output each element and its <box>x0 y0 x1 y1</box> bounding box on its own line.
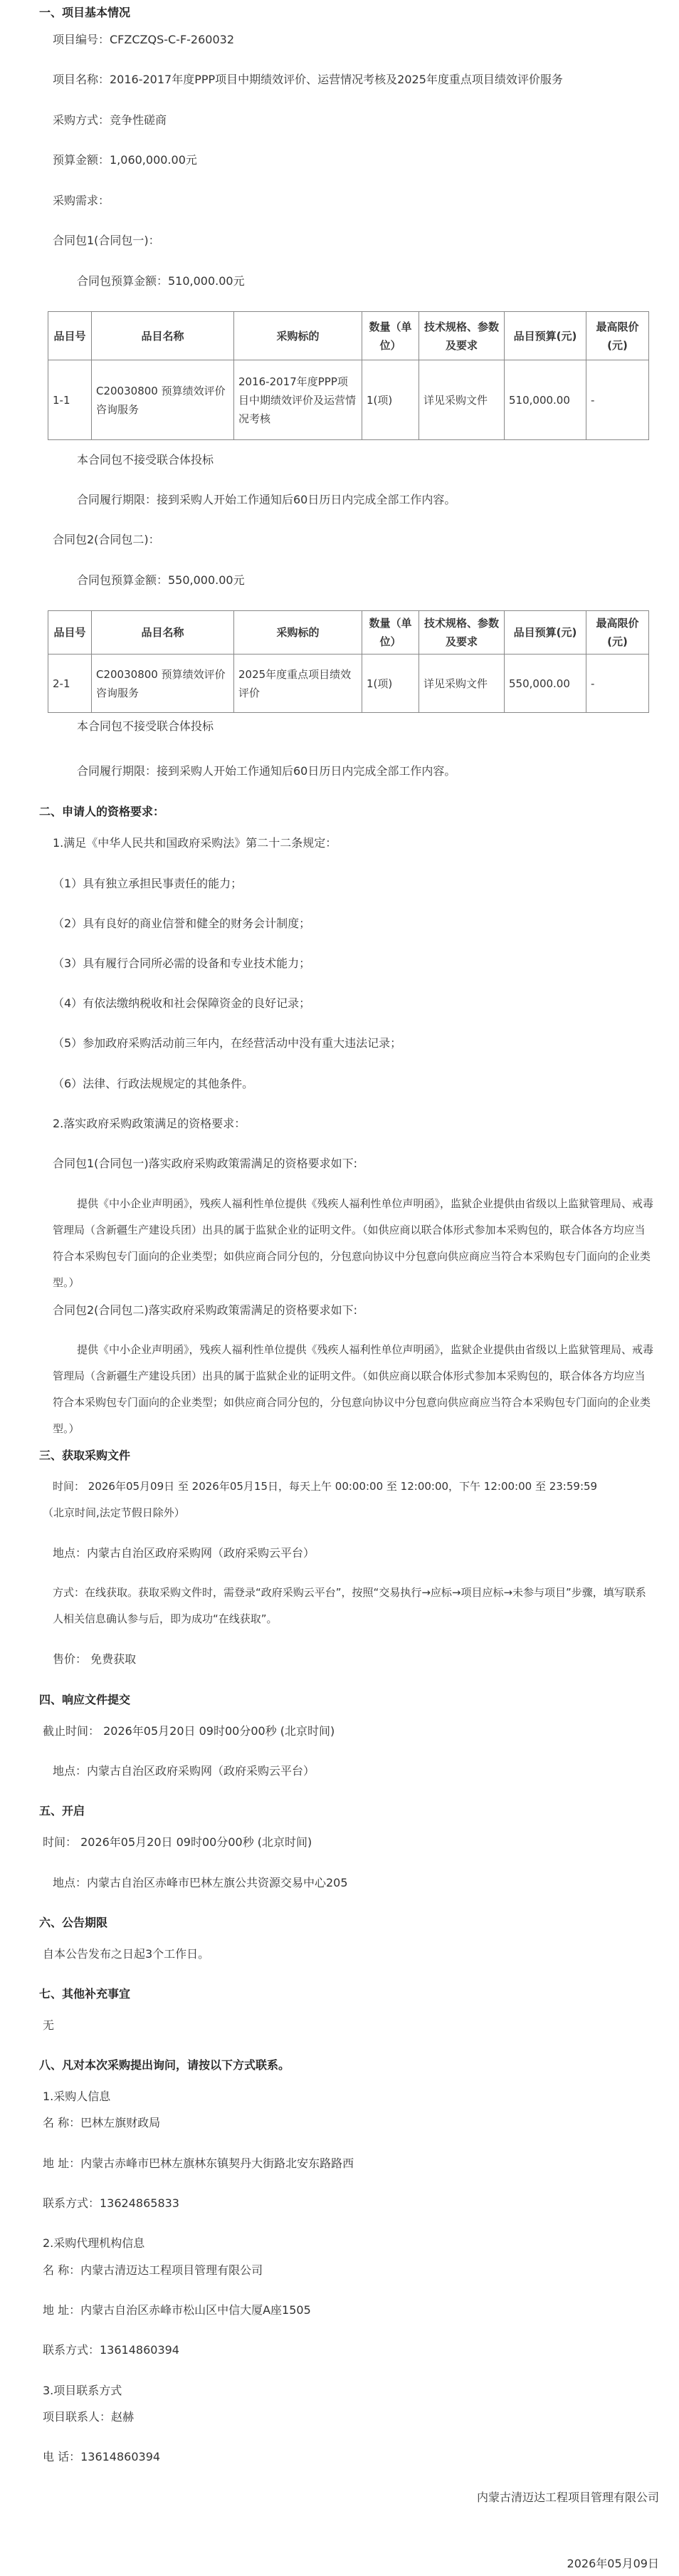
header-cell: 采购标的 <box>234 611 362 655</box>
header-cell: 技术规格、参数及要求 <box>419 312 505 360</box>
table-cell: - <box>586 360 649 440</box>
header-cell: 品目名称 <box>92 611 234 655</box>
lot-2-policy-title: 合同包2(合同包二)落实政府采购政策需满足的资格要求如下: <box>53 1303 358 1317</box>
table-cell: 2-1 <box>48 655 92 713</box>
lot-1-table <box>48 311 649 440</box>
acquisition-time: 时间： 2026年05月09日 至 2026年05月15日，每天上午 00:00:00 至 12:00:00，下午 12:00:00 至 23:59:59 <box>53 1480 598 1493</box>
opening-time: 时间： 2026年05月20日 09时00分00秒 (北京时间) <box>43 1835 312 1849</box>
submission-deadline: 截止时间： 2026年05月20日 09时00分00秒 (北京时间) <box>43 1724 335 1738</box>
project-number: 项目编号：CFZCZQS-C-F-260032 <box>53 33 234 46</box>
agent-contact: 联系方式：13614860394 <box>43 2343 179 2357</box>
lot-1-consortium-note: 本合同包不接受联合体投标 <box>77 453 214 466</box>
section-8-title: 八、凡对本次采购提出询问，请按以下方式联系。 <box>39 2058 290 2072</box>
lot-2-title: 合同包2(合同包二)： <box>53 533 160 546</box>
table-cell: 详见采购文件 <box>419 360 505 440</box>
lot-1-policy-text: 提供《中小企业声明函》，残疾人福利性单位提供《残疾人福利性单位声明函》，监狱企业提供由省级以上监狱管理局、戒毒管理局（含新疆生产建设兵团）出具的属于监狱企业的证明文件。（如供应商以联合体形式参加本采购包的，联合体各方均应当符合本采购包专门面向的企业类型；如供应商合同分包的，分包意向协议中分包意向供应商应当符合本采购包专门面向的企业类型。） <box>53 1197 654 1289</box>
qualification-item: （3）具有履行合同所必需的设备和专业技术能力； <box>53 956 311 970</box>
header-cell: 品目号 <box>48 611 92 655</box>
lot-2-consortium-note: 本合同包不接受联合体投标 <box>77 719 214 733</box>
qualification-item: （2）具有良好的商业信誉和健全的财务会计制度； <box>53 917 311 930</box>
lot-2-policy-text: 提供《中小企业声明函》，残疾人福利性单位提供《残疾人福利性单位声明函》，监狱企业提供由省级以上监狱管理局、戒毒管理局（含新疆生产建设兵团）出具的属于监狱企业的证明文件。（如供应商以联合体形式参加本采购包的，联合体各方均应当符合本采购包专门面向的企业类型；如供应商合同分包的，分包意向协议中分包意向供应商应当符合本采购包专门面向的企业类型。） <box>53 1343 654 1435</box>
footer-organization: 内蒙古清迈达工程项目管理有限公司 <box>476 2491 659 2504</box>
buyer-contact: 联系方式：13624865833 <box>43 2196 179 2210</box>
agent-address: 地 址：内蒙古自治区赤峰市松山区中信大厦A座1505 <box>43 2303 311 2317</box>
qualification-item: （4）有依法缴纳税收和社会保障资金的良好记录； <box>53 996 311 1010</box>
footer-date: 2026年05月09日 <box>567 2557 659 2570</box>
header-cell: 品目名称 <box>92 312 234 360</box>
supplementary-text: 无 <box>43 2018 55 2032</box>
table-cell: 1(项) <box>362 360 419 440</box>
header-cell: 数量（单位） <box>362 312 419 360</box>
opening-place: 地点：内蒙古自治区赤峰市巴林左旗公共资源交易中心205 <box>53 1876 348 1889</box>
qualification-law: 1.满足《中华人民共和国政府采购法》第二十二条规定： <box>53 836 337 850</box>
buyer-name: 名 称：巴林左旗财政局 <box>43 2116 161 2129</box>
qualification-item: （6）法律、行政法规规定的其他条件。 <box>53 1077 254 1090</box>
section-7-title: 七、其他补充事宜 <box>39 1987 131 2001</box>
header-cell: 品目预算(元) <box>505 611 586 655</box>
section-2-title: 二、申请人的资格要求： <box>39 805 165 818</box>
acquisition-time-note: （北京时间,法定节假日除外） <box>43 1506 185 1519</box>
lot-1-duration: 合同履行期限：接到采购人开始工作通知后60日历日内完成全部工作内容。 <box>77 493 456 506</box>
procurement-method: 采购方式：竞争性磋商 <box>53 113 167 127</box>
table-cell: 2016-2017年度PPP项目中期绩效评价及运营情况考核 <box>234 360 362 440</box>
section-5-title: 五、开启 <box>39 1804 85 1818</box>
buyer-info-title: 1.采购人信息 <box>43 2090 111 2103</box>
table-row <box>48 360 649 440</box>
section-6-title: 六、公告期限 <box>39 1916 108 1929</box>
agent-info-title: 2.采购代理机构信息 <box>43 2236 145 2250</box>
lot-2-table <box>48 610 649 713</box>
table-row <box>48 655 649 713</box>
table-cell: 510,000.00 <box>505 360 586 440</box>
acquisition-method: 方式：在线获取。获取采购文件时，需登录“政府采购云平台”，按照“交易执行→应标→项目应标→未参与项目”步骤，填写联系人相关信息确认参与后，即为成功“在线获取”。 <box>53 1586 646 1625</box>
project-contact-title: 3.项目联系方式 <box>43 2384 122 2397</box>
acquisition-place: 地点：内蒙古自治区政府采购网（政府采购云平台） <box>53 1546 315 1560</box>
notice-period: 自本公告发布之日起3个工作日。 <box>43 1947 210 1961</box>
lot-2-budget: 合同包预算金额：550,000.00元 <box>77 573 245 587</box>
section-4-title: 四、响应文件提交 <box>39 1693 131 1706</box>
document-price: 售价： 免费获取 <box>53 1652 137 1666</box>
header-cell: 采购标的 <box>234 312 362 360</box>
table-header-row <box>48 312 649 360</box>
lot-1-title: 合同包1(合同包一)： <box>53 234 160 247</box>
header-cell: 最高限价(元) <box>586 312 649 360</box>
qualification-item: （1）具有独立承担民事责任的能力； <box>53 877 243 890</box>
table-cell: 550,000.00 <box>505 655 586 713</box>
section-3-title: 三、获取采购文件 <box>39 1449 131 1462</box>
project-contact-phone: 电 话：13614860394 <box>43 2450 161 2463</box>
table-cell: 详见采购文件 <box>419 655 505 713</box>
project-name: 项目名称：2016-2017年度PPP项目中期绩效评价、运营情况考核及2025年度重点项目绩效评价服务 <box>53 73 563 86</box>
lot-1-budget: 合同包预算金额：510,000.00元 <box>77 274 245 288</box>
submission-place: 地点：内蒙古自治区政府采购网（政府采购云平台） <box>53 1764 315 1778</box>
project-contact-person: 项目联系人：赵赫 <box>43 2410 135 2424</box>
header-cell: 技术规格、参数及要求 <box>419 611 505 655</box>
agent-name: 名 称：内蒙古清迈达工程项目管理有限公司 <box>43 2263 263 2277</box>
table-cell: 1-1 <box>48 360 92 440</box>
header-cell: 最高限价(元) <box>586 611 649 655</box>
header-cell: 品目号 <box>48 312 92 360</box>
buyer-address: 地 址：内蒙古赤峰市巴林左旗林东镇契丹大街路北安东路路西 <box>43 2157 354 2170</box>
table-cell: 2025年度重点项目绩效评价 <box>234 655 362 713</box>
procurement-needs-label: 采购需求： <box>53 194 110 207</box>
policy-requirements: 2.落实政府采购政策满足的资格要求： <box>53 1117 246 1130</box>
budget-amount: 预算金额：1,060,000.00元 <box>53 153 197 167</box>
header-cell: 品目预算(元) <box>505 312 586 360</box>
qualification-item: （5）参加政府采购活动前三年内，在经营活动中没有重大违法记录； <box>53 1036 402 1050</box>
lot-1-policy-title: 合同包1(合同包一)落实政府采购政策需满足的资格要求如下: <box>53 1157 358 1170</box>
table-cell: 1(项) <box>362 655 419 713</box>
table-header-row <box>48 611 649 655</box>
table-cell: C20030800 预算绩效评价咨询服务 <box>92 655 234 713</box>
lot-2-duration: 合同履行期限：接到采购人开始工作通知后60日历日内完成全部工作内容。 <box>77 764 456 778</box>
section-1-title: 一、项目基本情况 <box>39 6 131 19</box>
header-cell: 数量（单位） <box>362 611 419 655</box>
table-cell: C20030800 预算绩效评价咨询服务 <box>92 360 234 440</box>
table-cell: - <box>586 655 649 713</box>
